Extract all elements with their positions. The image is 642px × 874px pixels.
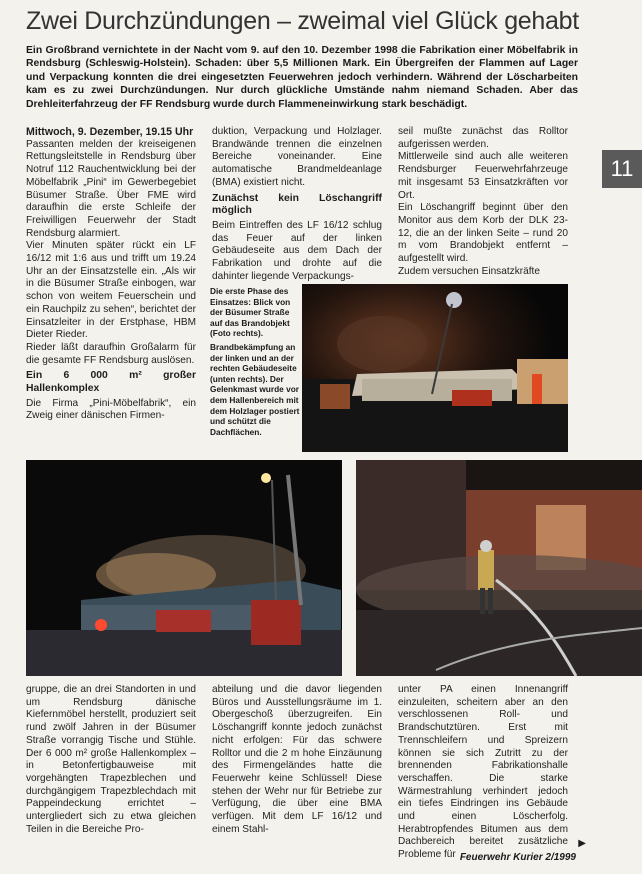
col1-paragraph-3: Rieder läßt daraufhin Großalarm für die gesamte FF Rendsburg auslösen. [26, 341, 196, 366]
caption-paragraph-2: Brandbekämpfung an der linken und an der rechten Gebäudeseite (unten rechts). Der Gelenkmast wurde vor dem Hallenbereich mit dem Holzlager postiert und schützt die Dachflächen. [210, 341, 300, 437]
photo-fire-building-night [302, 284, 568, 452]
column-3 [398, 126, 568, 278]
bottom-col1-text: gruppe, die an drei Standorten in und um Rendsburg dänische Kiefernmöbel herstellt, produziert seit rund zwölf Jahren in der Büsumer Straße vorrangig Tische und Stühle. Der 6 000 m² große Hallenkomplex – in Betonfertigbauweise mit vorgehängten Trapezblechen und durchgängigem Trapezblechdach mit Pappeindeckung errichtet – untergliedert sich zu etwa gleichen Teilen in die Bereiche Pro- [26, 684, 196, 835]
col3-paragraph-2: Mittlerweile sind auch alle weiteren Rendsburger Feuerwehrfahrzeuge mit insgesamt 53 Einsatzkräften vor Ort. [398, 151, 568, 201]
col3-paragraph-1: seil mußte zunächst das Rolltor aufgerissen werden. [398, 126, 568, 150]
col1-paragraph-4: Die Firma „Pini-Möbelfabrik“, ein Zweig einer dänischen Firmen- [26, 397, 196, 422]
footer-publication: Feuerwehr Kurier 2/1999 [459, 852, 576, 863]
article-headline: Zwei Durchzündungen – zweimal viel Glück gehabt [26, 7, 579, 35]
bottom-column-2 [212, 684, 382, 836]
lead-paragraph: Ein Großbrand vernichtete in der Nacht vom 9. auf den 10. Dezember 1998 die Fabrikation einer Möbelfabrik in Rendsburg (Schleswig-Holstein). Schaden: über 5,5 Millionen Mark. Ein Übergreifen der Flammen auf Lager und Verpackung konnten die drei eingesetzten Feuerwehren jedoch verhindern. Während der Löscharbeiten kam es zu zwei Durchzündungen. Nur durch glückliche Umstände nahm niemand Schaden. Aber das Drehleiterfahrzeug der FF Rendsburg wurde durch Flammeneinwirkung stark beschädigt. [26, 45, 578, 110]
page-number-tab: 11 [602, 150, 642, 188]
column-1 [26, 126, 196, 423]
col2-paragraph-2: Beim Eintreffen des LF 16/12 schlug das Feuer auf der linken Gebäudeseite aus dem Dach der Fabrikation und drohte auf die dahinter liegende Verpackungs- [212, 219, 382, 282]
photo-caption [210, 286, 300, 440]
col3-paragraph-3: Ein Löschangriff beginnt über den Monitor aus dem Korb der DLK 23-12, die an der linken Seite – rund 20 m vom Brandobjekt entfernt – aufgestellt wird. [398, 202, 568, 265]
col1-subheading: Ein 6 000 m² großer Hallenkomplex [26, 370, 196, 395]
continue-arrow-icon: ▶ [578, 838, 586, 849]
photo-aerial-ladder-smoke [26, 460, 342, 676]
col1-paragraph-2: Vier Minuten später rückt ein LF 16/12 mit 1:6 aus und trifft um 19.24 Uhr an der Einsatzstelle ein. „Als wir in die Büsumer Straße einbogen, war schon von weitem Feuerschein und ein Rauchpilz zu sehen“, berichtet der Einsatzleiter in der Erstphase, HBM Dieter Rieder. [26, 240, 196, 341]
bottom-column-3 [398, 684, 568, 862]
column-2 [212, 126, 382, 283]
col3-paragraph-4: Zudem versuchen Einsatzkräfte [398, 265, 540, 277]
col2-subheading: Zunächst kein Löschangriff möglich [212, 192, 382, 217]
col1-paragraph-1: Passanten melden der kreiseigenen Rettungsleitstelle in Rendsburg über Notruf 112 Rauchentwicklung bei der Möbelfabrik „Pini“ im Gewerbegebiet Büsumer Straße. Über FME wird daraufhin die erste Schleife der Freiwilligen Feuerwehr der Stadt Rendsburg alarmiert. [26, 138, 196, 239]
bottom-column-1 [26, 684, 196, 836]
col2-paragraph-1: duktion, Verpackung und Holzlager. Brandwände trennen die einzelnen Bereiche voneinander. Eine automatische Brandmeldeanlage (BMA) existiert nicht. [212, 126, 382, 188]
caption-paragraph-1: Die erste Phase des Einsatzes: Blick von der Büsumer Straße auf das Brandobjekt (Foto rechts). [210, 286, 291, 339]
dateline: Mittwoch, 9. Dezember, 19.15 Uhr [26, 126, 194, 138]
bottom-col2-text: abteilung und die davor liegenden Büros und Ausstellungsräume im 1. Obergeschoß überzugreifen. Ein Löschangriff konnte jedoch zunächst nicht erfolgen: Für das schwere Rolltor und die 2 m hohe Einzäunung des Firmengeländes hatte die Feuerwehr keine Schlüssel! Diese stehen der Wehr nur für Betriebe zur Verfügung, die über eine BMA verfügen. Mit dem LF 16/12 und einem Stahl- [212, 684, 382, 835]
photo-firefighter-hose [356, 460, 642, 676]
bottom-col3-text: unter PA einen Innenangriff einzuleiten, scheitern aber an den verschlossenen Roll- und Brandschutztüren. Erst mit Trennschleifern und Spreizern können sie sich Zutritt zu der brennenden Fabrikationshalle verschaffen. Die starke Wärmestrahlung verhindert jedoch ein tiefes Eindringen ins Gebäude und einen Löscherfolg. Herabtropfendes Bitumen aus dem Dachbereich bereitet zusätzliche Probleme für [398, 684, 568, 861]
